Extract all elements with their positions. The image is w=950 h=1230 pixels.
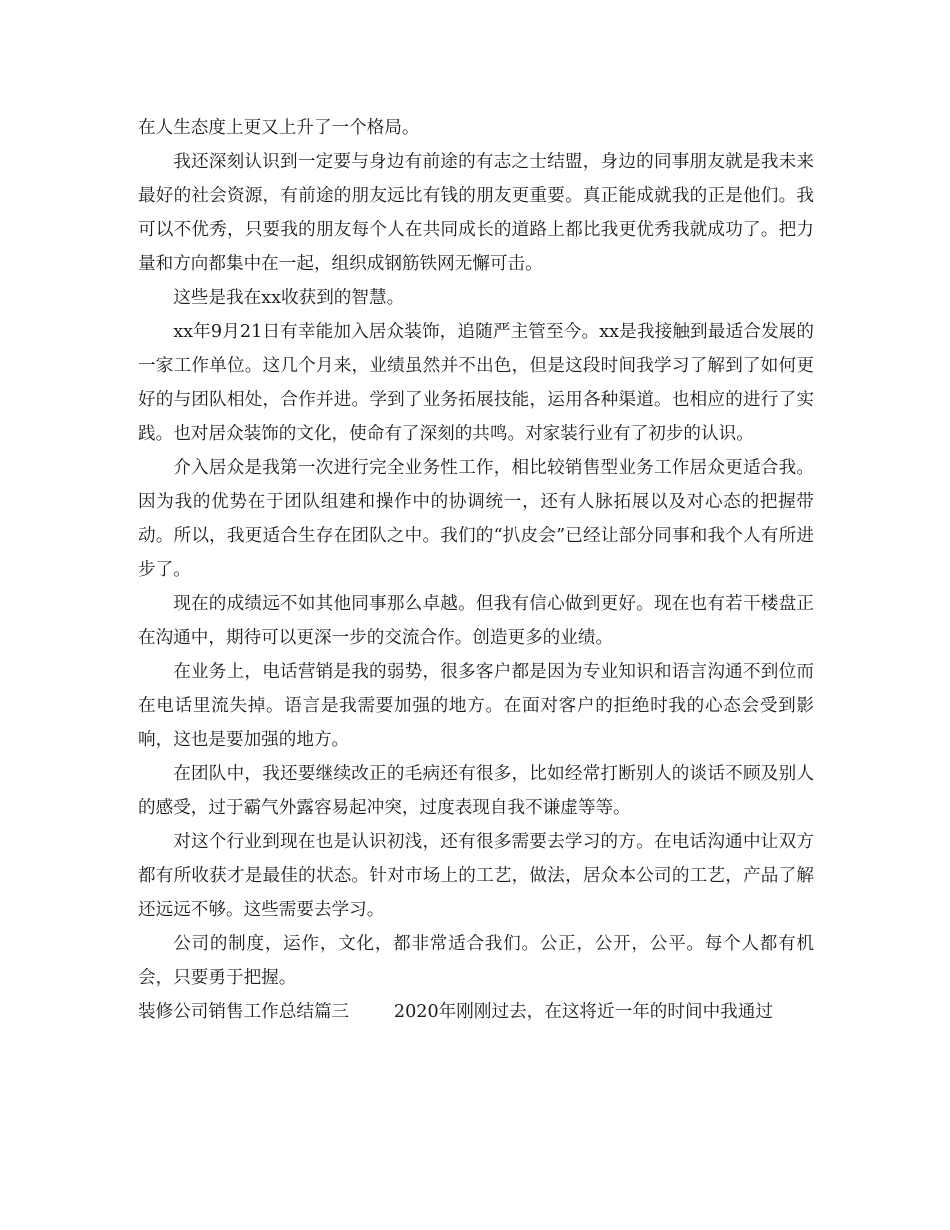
section-heading-line (138, 995, 814, 1029)
paragraph-6: 现在的成绩远不如其他同事那么卓越。但我有信心做到更好。现在也有若干楼盘正在沟通中，期待可以更深一步的交流合作。创造更多的业绩。 (138, 594, 814, 648)
section-heading: 装修公司销售工作总结篇三 (138, 1002, 350, 1022)
paragraph-9: 对这个行业到现在也是认识初浅，还有很多需要去学习的方。在电话沟通中让双方都有所收获才是最佳的状态。针对市场上的工艺，做法，居众本公司的工艺，产品了解还远远不够。这些需要去学习。 (138, 832, 814, 920)
paragraph-3: 这些是我在xx收获到的智慧。 (173, 288, 405, 308)
paragraph-7: 在业务上，电话营销是我的弱势，很多客户都是因为专业知识和语言沟通不到位而在电话里流失掉。语言是我需要加强的地方。在面对客户的拒绝时我的心态会受到影响，这也是要加强的地方。 (138, 662, 814, 750)
paragraph-5: 介入居众是我第一次进行完全业务性工作，相比较销售型业务工作居众更适合我。因为我的优势在于团队组建和操作中的协调统一，还有人脉拓展以及对心态的把握带动。所以，我更适合生存在团队之中。我们的“扒皮会”已经让部分同事和我个人有所进步了。 (138, 458, 814, 580)
paragraph-2: 我还深刻认识到一定要与身边有前途的有志之士结盟，身边的同事朋友就是我未来最好的社会资源，有前途的朋友远比有钱的朋友更重要。真正能成就我的正是他们。我可以不优秀，只要我的朋友每个人在共同成长的道路上都比我更优秀我就成功了。把力量和方向都集中在一起，组织成钢筋铁网无懈可击。 (138, 152, 814, 274)
paragraph-8: 在团队中，我还要继续改正的毛病还有很多，比如经常打断别人的谈话不顾及别人的感受，过于霸气外露容易起冲突，过度表现自我不谦虚等等。 (138, 764, 814, 818)
paragraph-1: 在人生态度上更又上升了一个格局。 (138, 118, 420, 138)
paragraph-4: xx年9月21日有幸能加入居众装饰，追随严主管至今。xx是我接触到最适合发展的一家工作单位。这几个月来，业绩虽然并不出色，但是这段时间我学习了解到了如何更好的与团队相处，合作并进。学到了业务拓展技能，运用各种渠道。也相应的进行了实践。也对居众装饰的文化，使命有了深刻的共鸣。对家装行业有了初步的认识。 (138, 322, 814, 444)
document-page (138, 111, 814, 1029)
paragraph-10: 公司的制度，运作，文化，都非常适合我们。公正，公开，公平。每个人都有机会，只要勇于把握。 (138, 934, 814, 988)
section-intro: 2020年刚刚过去，在这将近一年的时间中我通过 (393, 1002, 773, 1022)
